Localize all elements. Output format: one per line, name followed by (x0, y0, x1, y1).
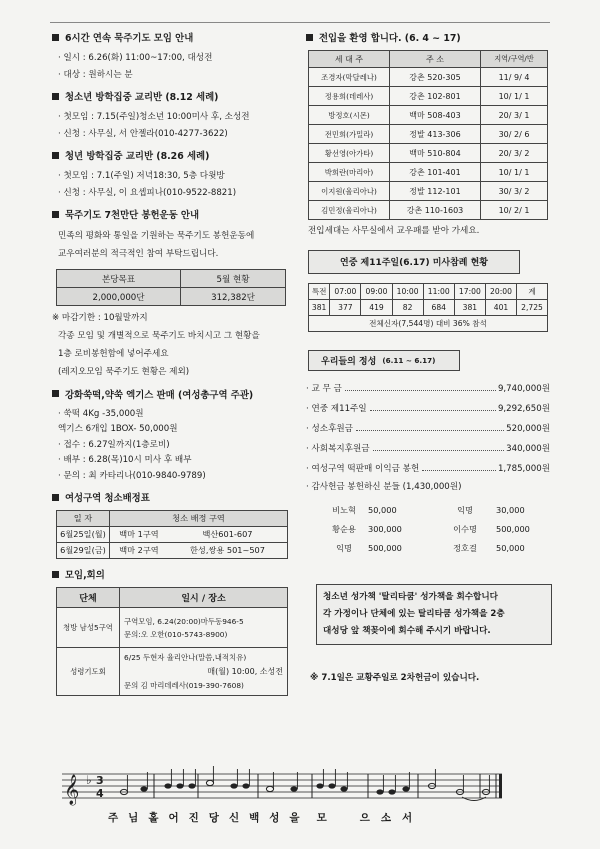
section-cleaning-schedule (52, 490, 307, 559)
right-column (306, 28, 561, 683)
donor-amount: 30,000 (496, 505, 525, 515)
offering-label: · 연중 제11주일 (306, 403, 367, 414)
offering-row (306, 399, 550, 419)
donor-amount: 300,000 (368, 524, 402, 534)
table-cell: 강촌 110-1603 (390, 201, 481, 220)
table-cell: 30/ 3/ 2 (481, 182, 548, 201)
table-cell: 2,000,000단 (57, 288, 181, 306)
table-header: 일시 / 장소 (120, 588, 288, 608)
square-bullet-icon (52, 34, 59, 41)
dot-leader (370, 410, 496, 411)
offering-period: (6.11 ~ 6.17) (382, 355, 436, 365)
lyric-syllable: 님 (128, 812, 139, 824)
table-header: 09:00 (361, 283, 392, 299)
note-head (316, 783, 323, 788)
offering-amount: 520,000원 (506, 423, 550, 434)
lyric-syllable: 을 (289, 812, 300, 824)
section-title: 강화쑥떡,약쑥 엑기스 판매 (여성총구역 주관) (65, 389, 254, 401)
lyric-syllable: 백 (249, 812, 260, 824)
note-line: 각종 모임 및 개별적으로 묵주기도 바치시고 그 현황을 (58, 330, 260, 341)
lyric-syllable: 당 (208, 812, 219, 824)
time-signature: 4 (96, 787, 104, 800)
donor-name: 황순용 (332, 524, 356, 534)
section-youth-catechism (52, 89, 307, 142)
info-line: 엑기스 6개입 1BOX- 50,000원 (58, 424, 178, 435)
note-head (188, 783, 195, 788)
meeting-line: 6/25 두현자 율리안나(말씀,내적치유) (124, 652, 247, 662)
lyric-syllable: 홀 (148, 812, 159, 824)
choir-line: 청소년 성가책 '탈리타쿰' 성가책을 회수합니다 (323, 592, 498, 602)
donor-row (320, 520, 561, 539)
flat-sign-icon: ♭ (86, 773, 92, 787)
section-title: 모임,회의 (65, 570, 105, 582)
donor-amount: 500,000 (368, 543, 402, 553)
info-line: · 첫모임 : 7.15(주일)청소년 10:00미사 후, 소성전 (58, 112, 250, 122)
offering-amount: 1,785,000원 (497, 463, 550, 474)
section-title: 묵주기도 7천만단 봉헌운동 안내 (65, 210, 200, 221)
note-head (328, 783, 335, 788)
square-bullet-icon (52, 390, 59, 397)
square-bullet-icon (52, 571, 59, 578)
info-line: · 첫모임 : 7.1(주일) 저녁18:30, 5층 다윗방 (58, 171, 225, 181)
table-cell: 성령기도회 (57, 648, 120, 696)
table-cell: 청방 남성5구역 (57, 608, 120, 648)
note-line: 1층 로비봉헌함에 넣어주세요 (58, 348, 169, 359)
final-barline (499, 774, 502, 798)
donor-row (320, 539, 561, 558)
choir-notice-box (316, 584, 552, 645)
table-row (309, 125, 548, 144)
offering-label: · 교 무 금 (306, 383, 342, 394)
transfer-note: 전입세대는 사무실에서 교우패를 받아 가세요. (308, 226, 480, 236)
mass-attendance-table (308, 283, 548, 332)
section-mugwort-sale (52, 387, 307, 485)
donor-name: 비노혁 (332, 505, 356, 515)
table-cell: 2,725 (517, 299, 548, 315)
section-transfers (306, 30, 561, 240)
section-title: 연중 제11주일(6.17) 미사참례 현황 (340, 258, 488, 268)
lyrics-line (108, 810, 412, 825)
table-cell: 황선영(아가타) (309, 144, 390, 163)
table-header: 10:00 (392, 283, 423, 299)
table-cell: 6월29일(금) (57, 543, 110, 559)
square-bullet-icon (52, 211, 59, 218)
note-head (290, 786, 297, 791)
table-cell: 10/ 1/ 1 (481, 87, 548, 106)
table-header: 계 (517, 283, 548, 299)
table-cell: 백마 508-403 (390, 106, 481, 125)
offering-amount: 9,740,000원 (497, 383, 550, 394)
info-line: · 신청 : 사무실, 서 안젤라(010-4277-3622) (58, 128, 228, 139)
note-line: ※ 마감기한 : 10월말까지 (52, 313, 148, 323)
table-header: 5월 현황 (181, 270, 286, 288)
thanks-line: · 감사헌금 봉헌하신 분들 (1,430,000원) (306, 481, 462, 492)
dot-leader (356, 430, 504, 431)
square-bullet-icon (52, 152, 59, 159)
table-cell: 684 (423, 299, 454, 315)
section-rosary-campaign (52, 207, 307, 381)
note-head (340, 786, 347, 791)
offering-row (306, 419, 550, 439)
table-cell: 377 (330, 299, 361, 315)
table-cell: 11/ 9/ 4 (481, 68, 548, 87)
info-line: · 일시 : 6.26(화) 11:00~17:00, 대성전 (58, 53, 213, 63)
table-cell: 백산601-607 (168, 527, 288, 543)
donor-row (320, 501, 561, 520)
offering-row (306, 379, 550, 399)
note-head (230, 783, 237, 788)
section-title: 전입을 환영 합니다. (6. 4 ~ 17) (319, 33, 461, 44)
note-line: (레지오모임 묵주기도 현황은 제외) (58, 366, 190, 377)
table-header: 일 자 (57, 511, 110, 527)
donor-amount: 500,000 (496, 524, 530, 534)
note-head (164, 783, 171, 788)
dot-leader (422, 470, 496, 471)
lyric-syllable: 소 (380, 812, 392, 824)
lyric-syllable: 성 (269, 812, 280, 824)
table-header: 단체 (57, 588, 120, 608)
top-rule (50, 22, 550, 23)
offering-label: · 성소후원금 (306, 423, 353, 434)
donor-amount: 50,000 (368, 505, 397, 515)
table-cell: 한성,쌍용 501~507 (168, 543, 288, 559)
info-line: · 쑥떡 4Kg -35,000원 (58, 408, 144, 419)
table-cell: 백마 510-804 (390, 144, 481, 163)
table-cell: 강촌 520-305 (390, 68, 481, 87)
note-head (140, 786, 147, 791)
table-cell: 6월25일(월) (57, 527, 110, 543)
note-head (376, 789, 383, 794)
offering-amount: 9,292,650원 (497, 403, 550, 414)
square-bullet-icon (306, 34, 313, 41)
table-header: 특전 (309, 283, 330, 299)
info-line: · 신청 : 사무실, 이 요셉피나(010-9522-8821) (58, 187, 237, 198)
square-bullet-icon (52, 93, 59, 100)
table-cell: 381 (309, 299, 330, 315)
table-cell: 정용희(데레사) (309, 87, 390, 106)
lyric-syllable: 서 (402, 812, 413, 824)
note-head (402, 786, 409, 791)
table-header: 11:00 (423, 283, 454, 299)
table-cell: 20/ 3/ 1 (481, 106, 548, 125)
meeting-line: 문의 김 마리데레사(019-390-7608) (124, 680, 244, 690)
table-row (309, 163, 548, 182)
table-cell: 30/ 2/ 6 (481, 125, 548, 144)
table-cell: 강촌 102-801 (390, 87, 481, 106)
table-row (309, 182, 548, 201)
table-header: 본당목표 (57, 270, 181, 288)
table-header: 20:00 (485, 283, 516, 299)
offering-label: · 여성구역 떡판매 이익금 봉헌 (306, 463, 420, 474)
dot-leader (345, 390, 496, 391)
meeting-line: 문의:오 오한(010-5743-8900) (124, 629, 228, 639)
table-header: 청소 배정 구역 (110, 511, 288, 527)
table-row (309, 106, 548, 125)
meeting-line: 구역모임, 6.24(20:00)마두동946-5 (124, 616, 244, 626)
table-header: 세 대 주 (309, 51, 390, 68)
table-cell: 10/ 1/ 1 (481, 163, 548, 182)
table-cell: 82 (392, 299, 423, 315)
table-cell: 강촌 101-401 (390, 163, 481, 182)
donor-name: 익명 (336, 543, 352, 553)
table-cell: 백마 1구역 (110, 527, 169, 543)
donor-list (320, 501, 561, 558)
info-line: · 문의 : 최 카타리나(010-9840-9789) (58, 470, 206, 481)
section-title: 여성구역 청소배정표 (65, 493, 150, 505)
table-header: 주 소 (390, 51, 481, 68)
lyric-syllable: 진 (188, 812, 199, 824)
table-header: 17:00 (454, 283, 485, 299)
table-cell: 조경자(막달레나) (309, 68, 390, 87)
rosary-goal-table (56, 269, 286, 306)
lyric-syllable: 어 (168, 812, 179, 824)
note-head (266, 786, 273, 791)
offering-list (306, 379, 550, 479)
note-head (206, 780, 213, 785)
tie-curve (462, 797, 486, 801)
second-collection-note: ※ 7.1일은 교황주일로 2차헌금이 있습니다. (310, 673, 480, 683)
table-cell: 10/ 2/ 1 (481, 201, 548, 220)
table-cell: 박희란(마리아) (309, 163, 390, 182)
table-cell: 전민희(가밀라) (309, 125, 390, 144)
table-cell: 정발 112-101 (390, 182, 481, 201)
square-bullet-icon (52, 494, 59, 501)
table-cell: 381 (454, 299, 485, 315)
table-header: 07:00 (330, 283, 361, 299)
table-cell: 백마 2구역 (110, 543, 169, 559)
section-title: 6시간 연속 묵주기도 모임 안내 (65, 33, 194, 44)
note-head (242, 783, 249, 788)
offering-amount: 340,000원 (506, 443, 550, 454)
table-row (309, 87, 548, 106)
section-rosary-vigil (52, 30, 307, 83)
table-cell: 정발 413-306 (390, 125, 481, 144)
donor-name: 이수명 (453, 524, 477, 534)
donor-name: 정호걸 (453, 543, 477, 553)
section-title: 청소년 방학집중 교리반 (8.12 세례) (65, 92, 219, 103)
table-row (309, 201, 548, 220)
note-head (176, 783, 183, 788)
table-row (309, 68, 548, 87)
dot-leader (373, 450, 505, 451)
offering-row (306, 459, 550, 479)
mass-title-box (308, 250, 520, 274)
table-cell: 419 (361, 299, 392, 315)
info-line: · 대상 : 원하시는 분 (58, 69, 133, 80)
choir-line: 각 가정이나 단체에 있는 탈리타쿰 성가책을 2층 (323, 609, 505, 619)
offering-title-box (308, 350, 460, 371)
offering-label: · 사회복지후원금 (306, 443, 370, 454)
left-column (52, 28, 307, 696)
music-staff (50, 762, 505, 810)
table-header: 지역/구역/반 (481, 51, 548, 68)
paragraph-line: 교우여러분의 적극적인 참여 부탁드립니다. (58, 249, 219, 259)
table-row (309, 144, 548, 163)
lyric-syllable: 으 (359, 812, 370, 824)
paragraph-line: 민족의 평화와 통일을 기원하는 묵주기도 봉헌운동에 (58, 231, 255, 241)
choir-line: 대성당 앞 책꽂이에 회수해 주시기 바랍니다. (323, 626, 491, 636)
transfer-table (308, 50, 548, 220)
note-head (388, 789, 395, 794)
meeting-line: 매(월) 10:00, 소성전 (207, 666, 283, 676)
donor-amount: 50,000 (496, 543, 525, 553)
lyric-syllable: 신 (228, 812, 240, 824)
info-line: · 배부 : 6.28(목)10시 미사 후 배부 (58, 455, 192, 466)
table-cell: 방정호(시몬) (309, 106, 390, 125)
section-young-adult-catechism (52, 148, 307, 201)
section-title: 청년 방학집중 교리반 (8.26 세례) (65, 151, 210, 162)
mass-summary: 전체신자(7,544명) 대비 36% 참석 (309, 315, 548, 331)
section-meetings (52, 567, 307, 696)
info-line: · 접수 : 6.27일까지(1층로비) (58, 439, 170, 450)
donor-name: 익명 (457, 505, 473, 515)
offering-row (306, 439, 550, 459)
lyric-syllable: 모 (316, 812, 327, 824)
lyric-syllable: 주 (108, 812, 119, 824)
table-cell: 312,382단 (181, 288, 286, 306)
table-cell: 김민정(율리아나) (309, 201, 390, 220)
time-signature: 3 (96, 774, 104, 787)
table-cell: 20/ 3/ 2 (481, 144, 548, 163)
meetings-table (56, 587, 288, 696)
section-title: 우리들의 정성 (321, 356, 377, 367)
cleaning-table (56, 510, 288, 559)
treble-clef-icon: 𝄞 (64, 775, 80, 805)
table-cell: 이지원(율리아나) (309, 182, 390, 201)
table-cell: 401 (485, 299, 516, 315)
